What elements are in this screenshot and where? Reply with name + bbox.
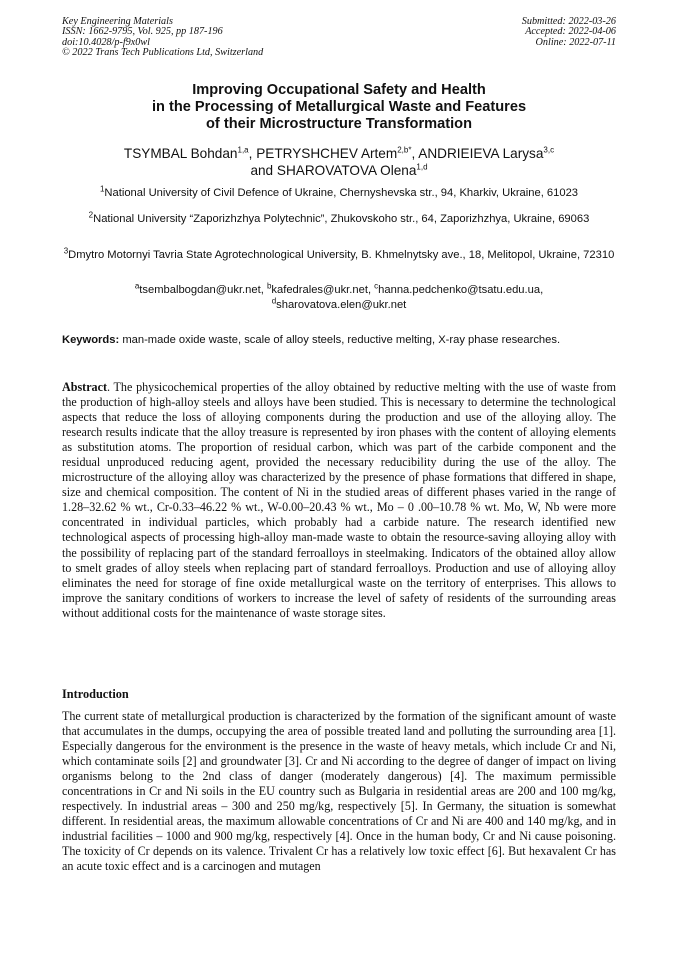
introduction-paragraph: The current state of metallurgical production is characterized by the formation of the significant amount of waste that accumulates in the dumps, occupying the area of possible treated land and polluting the surrounding area [1]. Especially dangerous for the environment is the presence in the waste of heavy metals, which include Cr and Ni, which contaminate soils [2] and groundwater [3]. Cr and Ni according to the degree of danger of impact on living organisms belong to the 2nd class of danger (moderately dangerous) [4]. The maximum permissible concentrations in Cr and Ni soils in the EU country such as Bulgaria in residential areas are 200 and 100 mg/kg, respectively. In industrial areas – 300 and 250 mg/kg, respectively [5]. In Germany, the situation is somewhat different. In residential areas, the maximum allowable concentrations of Cr and Ni are 400 and 140 mg/kg, and in industrial facilities – 1000 and 900 mg/kg, respectively [4]. Once in the human body, Cr and Ni cause poisoning. The toxicity of Cr depends on its valence. Trivalent Cr has a relatively low toxic effect [6]. But hexavalent Cr has an acute toxic effect and is a carcinogen and mutagen — [62, 709, 616, 874]
affiliation-superscript: 1 — [99, 184, 105, 194]
author-name: SHAROVATOVA Olena — [276, 163, 417, 178]
email-superscript: b — [266, 281, 272, 291]
email-link[interactable]: sharovatova.elen@ukr.net — [276, 298, 407, 311]
email-link[interactable]: tsembalbogdan@ukr.net, — [139, 284, 267, 296]
journal-info — [62, 17, 263, 59]
copyright-line: © 2022 Trans Tech Publications Ltd, Switzerland — [62, 47, 264, 59]
affiliation-superscript: 2 — [88, 210, 94, 220]
author-line-1 — [62, 145, 616, 162]
email-link[interactable]: hanna.pedchenko@tsatu.edu.ua, — [378, 284, 544, 296]
affiliation-superscript: 3 — [63, 246, 69, 256]
keywords-section — [62, 333, 616, 348]
author-superscript: 2,b* — [397, 145, 412, 155]
separator: , — [248, 146, 257, 161]
author-list — [62, 145, 616, 179]
section-heading-introduction: Introduction — [62, 687, 129, 701]
paper-title — [62, 82, 616, 133]
doi-link[interactable]: doi:10.4028/p-f9x0wl — [62, 36, 151, 48]
title-line: of their Microstructure Transformation — [206, 116, 472, 132]
email-superscript: a — [134, 281, 140, 291]
author-superscript: 3,c — [543, 145, 555, 155]
email-superscript: d — [271, 295, 277, 305]
keywords-text: man-made oxide waste, scale of alloy steels, reductive melting, X-ray phase researches. — [122, 334, 561, 346]
affiliation-2 — [62, 212, 616, 227]
affiliation-text: National University “Zaporizhzhya Polytechnic”, Zhukovskoho str., 64, Zaporizhzhya, Ukraine, 69063 — [93, 213, 590, 225]
author-name: TSYMBAL Bohdan — [123, 146, 238, 161]
abstract-section — [62, 380, 616, 621]
conjunction: and — [250, 163, 274, 178]
journal-name: Key Engineering Materials — [62, 16, 173, 27]
abstract-label: Abstract — [62, 380, 108, 394]
publication-dates — [522, 17, 616, 48]
keywords-label: Keywords: — [62, 334, 120, 346]
email-link[interactable]: kafedrales@ukr.net, — [271, 284, 375, 296]
author-name: PETRYSHCHEV Artem — [256, 146, 398, 161]
separator: , — [411, 146, 419, 161]
accepted-date: Accepted: 2022-04-06 — [525, 26, 616, 38]
author-superscript: 1,d — [416, 162, 428, 172]
author-name: ANDRIEIEVA Larysa — [418, 146, 544, 161]
author-line-2 — [62, 162, 616, 179]
submitted-date: Submitted: 2022-03-26 — [521, 16, 616, 27]
affiliation-3 — [62, 248, 616, 263]
email-superscript: c — [374, 281, 379, 291]
affiliation-1 — [62, 186, 616, 201]
title-line: Improving Occupational Safety and Health — [192, 82, 486, 98]
title-line: in the Processing of Metallurgical Waste and Features — [151, 99, 527, 115]
email-list — [62, 283, 616, 312]
author-superscript: 1,a — [237, 145, 249, 155]
abstract-text: . The physicochemical properties of the alloy obtained by reductive melting with the use of waste from the production of high-alloy steels and alloys have been studied. This is necessary to determine the technological aspects that reduce the loss of alloying components during the production and use of the alloying alloy. The research results indicate that the alloy treasure is represented by iron phases with the content of alloying elements as substitution atoms. The proportion of residual carbon, which was part of the carbide component and the residual unproduced reducing agent, provided the necessary reducibility during the use of the alloy. The microstructure of the alloying alloy was characterized by the presence of phase formations that differed in shape, size and chemical composition. The content of Ni in the studied areas of different phases varied in the range of 1.28–32.62 % wt., Cr-0.33–46.22 % wt., W-0.00–20.43 % wt., Mo – 0 .00–10.78 % wt. Mo, W, Nb were more concentrated in individual particles, which probably had a carbide nature. The research identified new technological aspects of processing high-alloy man-made waste to obtain the resource-saving alloying alloy with the possibility of replacing part of the standard ferroalloys in steelmaking. Indicators of the obtained alloy allow to smelt grades of alloy steels when replacing part of standard ferroalloys. Production and use of alloying alloy eliminates the need for storage of fine oxide metallurgical waste on the territory of enterprises. This allows to improve the sanitary conditions of workers to increase the level of safety of residents of the surrounding areas without additional costs for the maintenance of waste storage sites. — [62, 380, 616, 620]
affiliation-text: Dmytro Motornyi Tavria State Agrotechnological University, B. Khmelnytsky ave., 18, Melitopol, Ukraine, 72310 — [68, 249, 615, 261]
online-date: Online: 2022-07-11 — [535, 36, 616, 48]
issn-line: ISSN: 1662-9795, Vol. 925, pp 187-196 — [62, 26, 223, 38]
affiliation-text: National University of Civil Defence of Ukraine, Chernyshevska str., 94, Kharkiv, Ukraine, 61023 — [104, 187, 579, 199]
